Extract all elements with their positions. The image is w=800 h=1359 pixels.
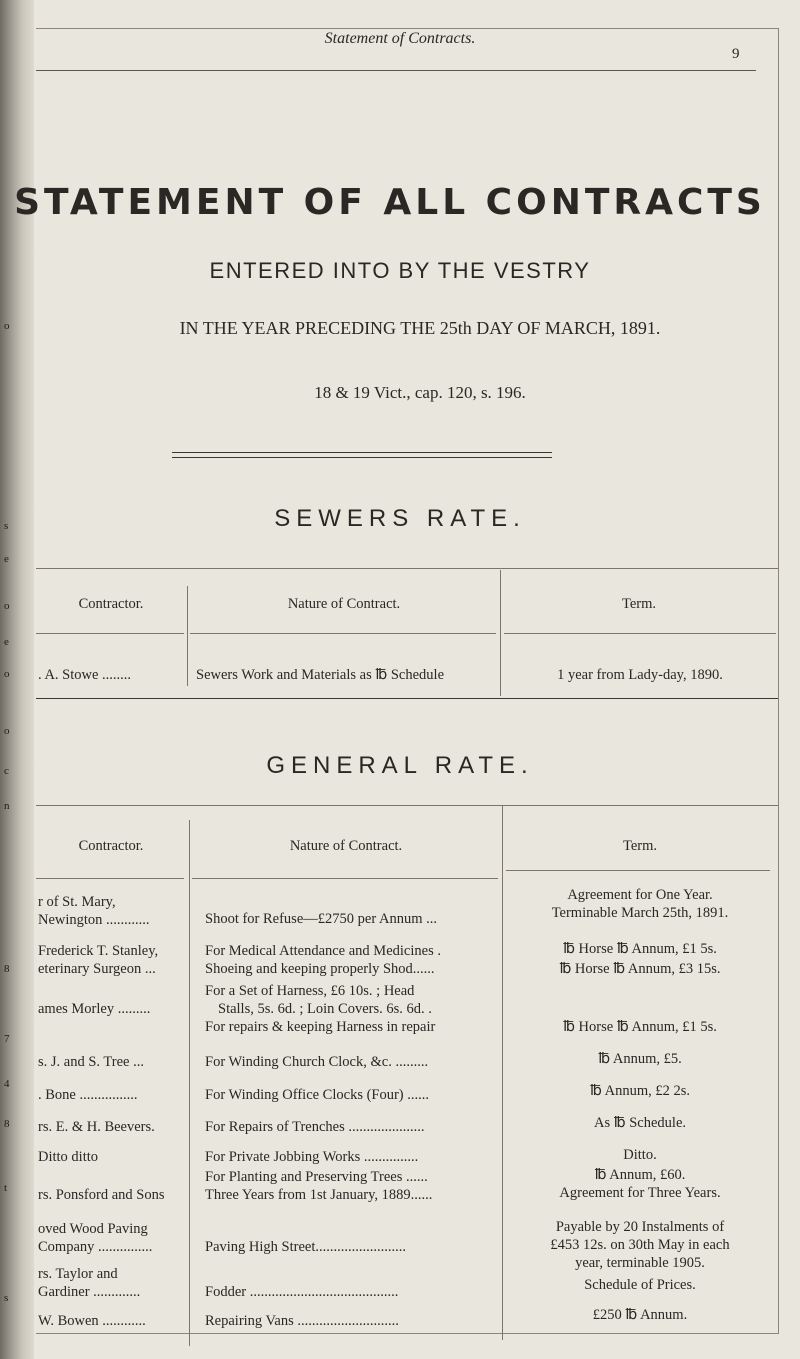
term-cell: year, terminable 1905. — [575, 1255, 705, 1271]
column-header-contractor: Contractor. — [78, 838, 144, 854]
contractor-cell: . A. Stowe ........ — [38, 667, 132, 683]
nature-cell: Repairing Vans ............................ — [205, 1313, 399, 1329]
contractor-cell: r of St. Mary, — [38, 894, 116, 910]
term-cell: Agreement for Three Years. — [559, 1185, 721, 1201]
contractor-cell: Ditto ditto — [38, 1149, 99, 1165]
nature-cell: For repairs & keeping Harness in repair — [205, 1019, 436, 1035]
term-cell: £250 ℔ Annum. — [592, 1307, 688, 1323]
column-divider — [500, 570, 501, 696]
contractor-cell: eterinary Surgeon ... — [38, 961, 156, 977]
table-rule — [36, 805, 778, 806]
sewers-rate-title: SEWERS RATE. — [274, 505, 526, 532]
column-header-term: Term. — [621, 596, 656, 612]
table-rule — [36, 878, 184, 879]
term-cell: 1 year from Lady-day, 1890. — [557, 667, 723, 683]
term-cell: ℔ Horse ℔ Annum, £3 15s. — [559, 961, 721, 977]
table-rule — [36, 633, 184, 634]
contractor-cell: rs. Taylor and — [38, 1266, 118, 1282]
contractor-cell: rs. Ponsford and Sons — [38, 1187, 165, 1203]
nature-cell: For Winding Office Clocks (Four) ...... — [205, 1087, 430, 1103]
nature-cell: For a Set of Harness, £6 10s. ; Head — [205, 983, 415, 999]
main-title: STATEMENT OF ALL CONTRACTS — [14, 182, 766, 223]
table-rule — [190, 633, 496, 634]
nature-cell: Three Years from 1st January, 1889...... — [205, 1187, 433, 1203]
double-rule — [172, 452, 552, 458]
nature-cell: For Repairs of Trenches ..................... — [205, 1119, 425, 1135]
nature-cell: For Medical Attendance and Medicines . — [205, 943, 441, 959]
term-cell: Payable by 20 Instalments of — [555, 1219, 725, 1235]
table-rule — [506, 870, 770, 871]
term-cell: As ℔ Schedule. — [594, 1115, 686, 1131]
gutter-fragment: o — [4, 600, 10, 612]
nature-cell: Shoot for Refuse—£2750 per Annum ... — [205, 911, 437, 927]
nature-cell: For Private Jobbing Works ............... — [205, 1149, 419, 1165]
term-cell: Terminable March 25th, 1891. — [551, 905, 729, 921]
nature-cell: Shoeing and keeping properly Shod...... — [205, 961, 435, 977]
contractor-cell: oved Wood Paving — [38, 1221, 148, 1237]
gutter-fragment: 7 — [4, 1033, 10, 1045]
contractor-cell: s. J. and S. Tree ... — [38, 1054, 144, 1070]
act-reference: 18 & 19 Vict., cap. 120, s. 196. — [314, 383, 526, 402]
term-cell: ℔ Horse ℔ Annum, £1 5s. — [563, 1019, 717, 1035]
table-rule — [36, 568, 778, 569]
contractor-cell: W. Bowen ............ — [38, 1313, 146, 1329]
page-number: 9 — [732, 46, 740, 62]
nature-cell: Sewers Work and Materials as ℔ Schedule — [196, 667, 445, 683]
general-rate-title: GENERAL RATE. — [266, 752, 534, 779]
column-header-nature: Nature of Contract. — [289, 838, 403, 854]
table-rule — [36, 698, 778, 699]
contractor-cell: Newington ............ — [38, 912, 150, 928]
gutter-fragment: t — [4, 1182, 8, 1194]
table-rule — [504, 633, 776, 634]
column-header-term: Term. — [622, 838, 657, 854]
term-cell: ℔ Annum, £2 2s. — [589, 1083, 691, 1099]
term-cell: £453 12s. on 30th May in each — [550, 1237, 730, 1253]
column-divider — [502, 806, 503, 1340]
contractor-cell: Frederick T. Stanley, — [38, 943, 159, 959]
header-rule — [36, 70, 756, 71]
contractor-cell: rs. E. & H. Beevers. — [38, 1119, 155, 1135]
contractor-cell: Gardiner ............. — [38, 1284, 141, 1300]
gutter-fragment: n — [4, 800, 10, 812]
gutter-fragment: o — [4, 668, 10, 680]
nature-cell: Stalls, 5s. 6d. ; Loin Covers. 6s. 6d. . — [218, 1001, 432, 1017]
term-cell: ℔ Annum, £60. — [594, 1167, 686, 1183]
gutter-fragment: 8 — [4, 1118, 10, 1130]
term-cell: Schedule of Prices. — [584, 1277, 696, 1293]
gutter-fragment: o — [4, 320, 10, 332]
gutter-fragment: e — [4, 636, 9, 648]
subtitle: ENTERED INTO BY THE VESTRY — [209, 258, 591, 283]
term-cell: ℔ Annum, £5. — [598, 1051, 682, 1067]
term-cell: Agreement for One Year. — [567, 887, 713, 903]
nature-cell: Fodder ......................................... — [205, 1284, 399, 1300]
gutter-fragment: c — [4, 765, 9, 777]
contractor-cell: ames Morley ......... — [38, 1001, 151, 1017]
nature-cell: For Winding Church Clock, &c. ......... — [205, 1054, 429, 1070]
gutter-fragment: 8 — [4, 963, 10, 975]
term-cell: ℔ Horse ℔ Annum, £1 5s. — [563, 941, 717, 957]
running-header: Statement of Contracts. — [324, 30, 476, 47]
year-line: IN THE YEAR PRECEDING THE 25th DAY OF MARCH, 1891. — [179, 318, 661, 338]
gutter-fragment: s — [4, 1292, 9, 1304]
gutter-fragment: o — [4, 725, 10, 737]
nature-cell: For Planting and Preserving Trees ...... — [205, 1169, 428, 1185]
column-header-nature: Nature of Contract. — [287, 596, 401, 612]
contractor-cell: Company ............... — [38, 1239, 153, 1255]
term-cell: Ditto. — [623, 1147, 657, 1163]
gutter-fragment: 4 — [4, 1078, 10, 1090]
column-divider — [189, 820, 190, 1346]
column-header-contractor: Contractor. — [78, 596, 144, 612]
gutter-fragment: s — [4, 520, 9, 532]
nature-cell: Paving High Street......................... — [205, 1239, 406, 1255]
gutter-fragment: e — [4, 553, 9, 565]
contractor-cell: . Bone ................ — [38, 1087, 138, 1103]
table-rule — [192, 878, 498, 879]
